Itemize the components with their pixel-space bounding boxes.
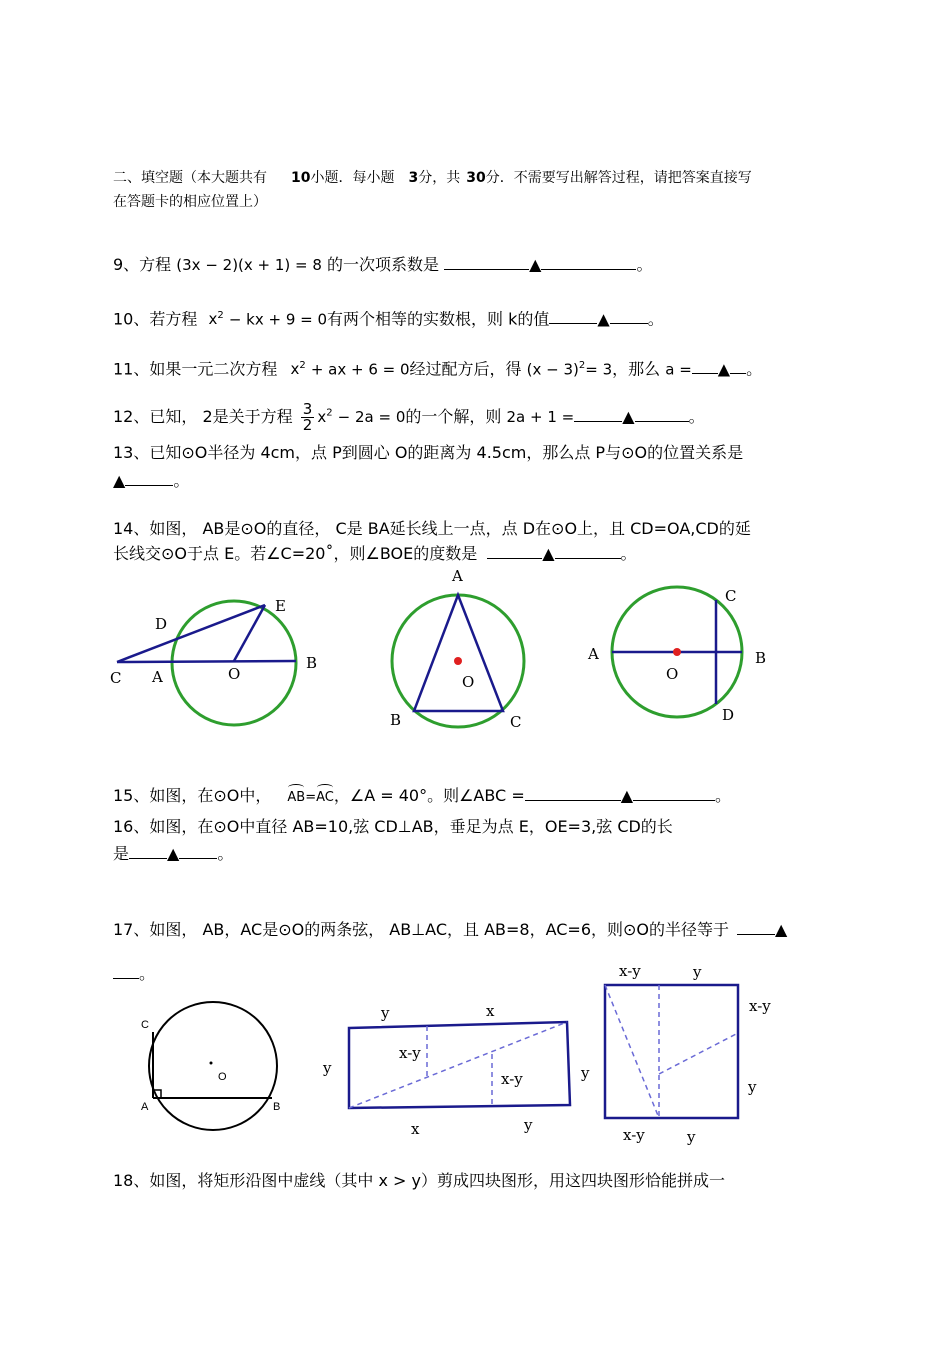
- q11-equation: + ax + 6 = 0: [310, 360, 410, 379]
- question-11: 11、如果一元二次方程 $x^2$ + ax + 6 = 0经过配方后，得 $(x - 3)^2= 3$，那么 a = ▲ 。: [113, 359, 763, 379]
- q15-arc-equals: =: [305, 790, 317, 805]
- fig17-label-b: B: [273, 1101, 281, 1113]
- question-9: [113, 254, 652, 275]
- rect1-label-top-x: x: [486, 1002, 495, 1020]
- rect1-label-bottom-x: x: [411, 1120, 420, 1138]
- q9-equation: (3x − 2)(x + 1) = 8: [176, 256, 322, 274]
- q13-answer-blank[interactable]: [125, 470, 173, 486]
- figure-q14: [105, 590, 325, 740]
- rect2-diagonal-cut-2: [659, 1033, 738, 1074]
- q17-answer-blank-2[interactable]: [113, 963, 139, 979]
- rect2-label-right-y: y: [748, 1078, 757, 1096]
- rect2-label-bottom-y: y: [687, 1128, 696, 1146]
- q11-prefix: 11、如果一元二次方程: [113, 359, 278, 379]
- question-14-line2: [113, 543, 637, 564]
- section-total-score: 30: [466, 170, 486, 186]
- fig14-label-o: O: [228, 665, 241, 683]
- q11-eq-completed: (x − 3): [526, 360, 579, 379]
- fig14-label-c: C: [110, 669, 122, 687]
- figure-rectangle-cut: [315, 1000, 605, 1140]
- rect2-diagonal-cut-1: [605, 985, 659, 1118]
- q10-eq-x: x: [208, 310, 218, 329]
- fig14-line-cb: [117, 661, 296, 662]
- q14-answer-blank-2[interactable]: [555, 543, 621, 559]
- fig14-label-a: A: [152, 668, 163, 686]
- q12-expression: 2a + 1 =: [506, 408, 575, 426]
- figure-square-assembled: [595, 960, 780, 1150]
- question-17-line2: [113, 963, 155, 984]
- q12-value: 2: [202, 407, 213, 426]
- question-12: 12、已知， 2是关于方程 $\frac{3}{2}$ $x^2 - 2a = 0$的一个解，则 2a + 1 = ▲ 。: [113, 400, 705, 434]
- q12-eq-x: x: [317, 408, 327, 426]
- q16-answer-blank[interactable]: [129, 843, 167, 859]
- fig15-triangle: [414, 595, 503, 711]
- q11-text2: ，那么: [612, 359, 661, 379]
- fig16-label-c: C: [725, 587, 737, 605]
- q16-text: 是: [113, 844, 130, 863]
- question-17-line1: [113, 919, 787, 940]
- q10-prefix: 10、若方程: [113, 309, 198, 329]
- q10-answer-blank-2[interactable]: [610, 308, 648, 324]
- fig17-label-c: C: [141, 1019, 149, 1031]
- q16-answer-blank-2[interactable]: [179, 843, 217, 859]
- section-intro: 二、填空题（本大题共有: [113, 170, 267, 186]
- q17-answer-blank[interactable]: [737, 919, 775, 935]
- section-header-line1: [113, 168, 752, 188]
- question-16-line2: [113, 843, 233, 864]
- fig14-circle: [172, 601, 296, 725]
- rect2-outline: [605, 985, 738, 1118]
- q16-period: 。: [217, 844, 234, 863]
- fig15-label-c: C: [510, 713, 522, 731]
- q10-text: 有两个相等的实数根，则: [327, 309, 504, 329]
- question-10: 10、若方程 $x^2$ − kx + 9 = 0有两个相等的实数根，则 k的值 ▲ 。: [113, 309, 664, 329]
- q11-var: a =: [665, 360, 692, 379]
- q12-answer-blank-2[interactable]: [635, 406, 689, 422]
- q12-text: 是关于方程: [212, 407, 293, 426]
- q14-answer-mark: ▲: [542, 544, 555, 563]
- section-total-label: 分，共: [418, 170, 461, 186]
- q15-answer-blank[interactable]: [525, 785, 621, 801]
- q13-answer-mark: ▲: [113, 471, 126, 490]
- fig16-center-dot: [673, 648, 681, 656]
- question-13-line2: [113, 470, 189, 491]
- q11-answer-mark: ▲: [717, 359, 731, 379]
- fig16-label-d: D: [722, 706, 735, 724]
- q14-text: 长线交⊙O于点 E。若∠C=20˚，则∠BOE的度数是: [113, 544, 478, 563]
- fig14-label-b: B: [306, 654, 318, 672]
- figure-q16: [585, 580, 775, 730]
- q11-period: 。: [746, 359, 763, 379]
- fig15-center-dot: [454, 657, 462, 665]
- q9-answer-blank[interactable]: [444, 254, 529, 270]
- fig14-label-d: D: [155, 615, 168, 633]
- fig16-label-a: A: [588, 645, 599, 663]
- figure-q15: [385, 565, 545, 731]
- question-15: [113, 784, 731, 808]
- q10-answer-blank[interactable]: [549, 308, 597, 324]
- q15-answer-blank-2[interactable]: [633, 785, 715, 801]
- q17-answer-mark: ▲: [775, 920, 788, 939]
- q15-arc-ab: AB: [287, 784, 305, 808]
- q10-var: k: [508, 309, 518, 329]
- q12-answer-mark: ▲: [622, 407, 635, 426]
- question-13-line1: 13、已知⊙O半径为 4cm，点 P到圆心 O的距离为 4.5cm，那么点 P与⊙O的位置关系是: [113, 443, 744, 462]
- q11-answer-blank-2[interactable]: [730, 358, 746, 374]
- section-each-label: 小题．每小题: [310, 170, 395, 186]
- rect2-label-bottom-xy: x-y: [623, 1126, 645, 1144]
- q12-period: 。: [688, 407, 705, 426]
- q10-answer-mark: ▲: [597, 309, 610, 329]
- q9-period: 。: [636, 255, 653, 274]
- q11-text: 经过配方后，得: [409, 359, 522, 379]
- question-14-line1: 14、如图， AB是⊙O的直径， C是 BA延长线上一点，点 D在⊙O上，且 CD=OA,CD的延: [113, 519, 751, 538]
- rect2-label-top-y: y: [693, 963, 702, 981]
- fig15-label-b: B: [390, 711, 402, 729]
- q14-period: 。: [620, 544, 637, 563]
- question-16-line1: 16、如图，在⊙O中直径 AB=10,弦 CD⊥AB，垂足为点 E，OE=3,弦 CD的长: [113, 817, 673, 836]
- section-each-score: 3: [408, 170, 419, 186]
- fig15-label-a: A: [452, 567, 463, 585]
- q11-eq-x: x: [290, 360, 300, 379]
- fig17-label-a: A: [141, 1101, 149, 1113]
- figure-q17: [135, 1010, 295, 1120]
- q17-period: 。: [139, 964, 156, 983]
- rect1-label-top-y: y: [381, 1004, 390, 1022]
- fig17-center-dot: [210, 1062, 213, 1065]
- fig16-label-o: O: [666, 665, 679, 683]
- fig14-line-ce: [117, 605, 265, 662]
- q12-prefix: 12、已知，: [113, 407, 198, 426]
- fig16-label-b: B: [755, 649, 767, 667]
- rect1-label-left-y: y: [323, 1059, 332, 1077]
- fig15-label-o: O: [462, 673, 475, 691]
- q15-text: ，∠A = 40°。则∠ABC =: [333, 786, 525, 805]
- q9-answer-mark: ▲: [529, 255, 542, 274]
- q9-prefix: 9、方程: [113, 255, 172, 274]
- q11-answer-blank[interactable]: [692, 358, 718, 374]
- q12-fraction: $\frac{3}{2}$: [302, 400, 313, 434]
- section-header-line2: 在答题卡的相应位置上）: [113, 194, 267, 210]
- section-count: 10: [291, 170, 311, 186]
- q15-period: 。: [715, 786, 732, 805]
- rect1-label-inner-xy-2: x-y: [501, 1070, 523, 1088]
- rect2-label-top-xy: x-y: [619, 962, 641, 980]
- fig14-line-oe: [234, 605, 265, 661]
- q16-answer-mark: ▲: [167, 844, 180, 863]
- rect1-label-inner-xy-1: x-y: [399, 1044, 421, 1062]
- section-instructions: 分．不需要写出解答过程，请把答案直接写: [485, 170, 752, 186]
- fig17-circle: [149, 1002, 277, 1130]
- q12-text2: 的一个解，则: [405, 407, 502, 426]
- rect1-diagonal-cut: [349, 1022, 567, 1108]
- question-18-line1: 18、如图，将矩形沿图中虚线（其中 x > y）剪成四块图形，用这四块图形恰能拼成一: [113, 1171, 725, 1190]
- q12-equation: − 2a = 0: [337, 408, 406, 426]
- q9-text: 的一次项系数是: [327, 255, 440, 274]
- q12-answer-blank[interactable]: [574, 406, 622, 422]
- q11-eq-rhs: = 3: [585, 360, 613, 379]
- q9-answer-blank-2[interactable]: [541, 254, 636, 270]
- fig14-label-e: E: [275, 597, 286, 615]
- q15-prefix: 15、如图，在⊙O中，: [113, 786, 272, 805]
- q14-answer-blank[interactable]: [487, 543, 542, 559]
- q17-text: 17、如图， AB，AC是⊙O的两条弦， AB⊥AC，且 AB=8，AC=6，则⊙O的半径等于: [113, 920, 730, 939]
- q10-period: 。: [647, 309, 664, 329]
- q15-arc-ac: AC: [316, 784, 334, 808]
- fig17-label-o: O: [218, 1071, 227, 1083]
- q10-text2: 的值: [517, 309, 550, 329]
- rect1-label-right-y: y: [581, 1064, 590, 1082]
- q13-period: 。: [173, 471, 190, 490]
- rect1-label-bottom-y: y: [524, 1116, 533, 1134]
- q10-equation: − kx + 9 = 0: [228, 310, 328, 329]
- q15-answer-mark: ▲: [620, 786, 634, 805]
- rect2-label-right-xy: x-y: [749, 997, 771, 1015]
